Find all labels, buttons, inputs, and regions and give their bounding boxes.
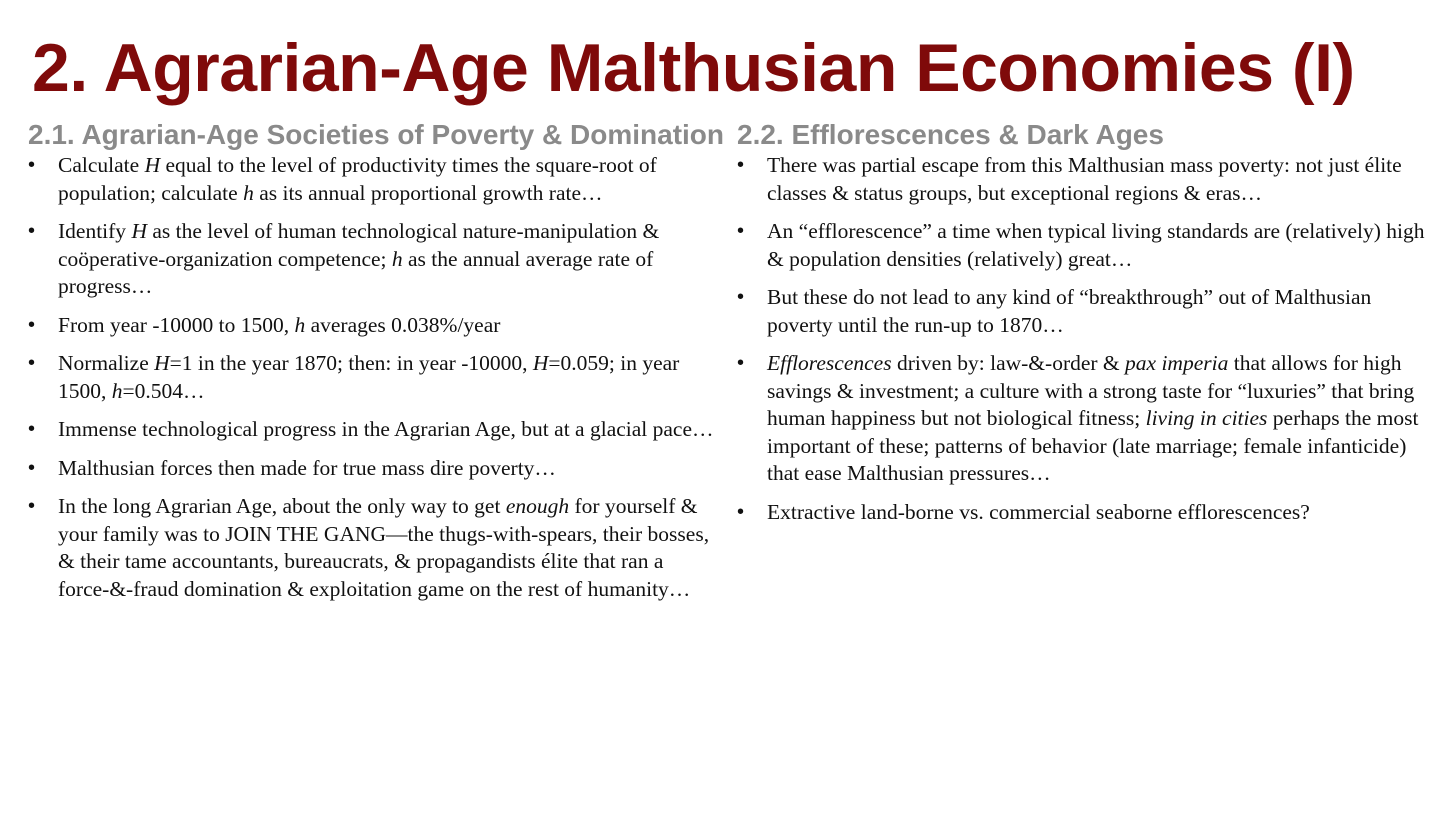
bullet-text: averages 0.038%/year xyxy=(305,312,501,337)
left-section-heading: 2.1. Agrarian-Age Societies of Poverty & Domination xyxy=(28,119,725,150)
bullet-text: Malthusian forces then made for true mass dire poverty… xyxy=(58,455,556,480)
italic-text: h xyxy=(111,378,123,403)
bullet-item xyxy=(28,152,718,207)
bullet-item xyxy=(28,218,718,301)
bullet-text: In the long Agrarian Age, about the only way to get xyxy=(58,494,506,518)
bullet-item xyxy=(28,493,718,603)
bullet-item xyxy=(28,350,718,405)
bullet-text: Immense technological progress in the Agrarian Age, but at a glacial pace… xyxy=(58,417,714,441)
bullet-text: =0.504… xyxy=(122,378,205,403)
bullet-text: that allows for high savings & investment; a culture with a strong taste for “luxuries” that bring human happiness but not biological fitness; xyxy=(767,351,1415,430)
bullet-text: Normalize xyxy=(58,351,155,375)
italic-text: H xyxy=(144,153,161,177)
italic-text: enough xyxy=(505,494,570,518)
italic-text: living in cities xyxy=(1145,406,1268,430)
bullet-item xyxy=(737,499,1427,527)
bullet-text: driven by: law-&-order & xyxy=(891,351,1126,375)
bullet-text: =0.059; in year 1500, xyxy=(58,351,680,403)
italic-text: h xyxy=(391,246,403,271)
italic-text: H xyxy=(532,351,549,375)
bullet-text: But these do not lead to any kind of “breakthrough” out of Malthusian poverty until the run-up to 1870… xyxy=(767,285,1372,337)
bullet-text: as its annual proportional growth rate… xyxy=(253,180,603,205)
bullet-text: Calculate xyxy=(58,153,145,177)
italic-text: h xyxy=(243,180,254,205)
bullet-item xyxy=(28,416,718,444)
bullet-item xyxy=(737,350,1427,488)
bullet-text: for yourself & your family was to JOIN THE GANG—the thugs-with-spears, their bosses, & their tame accountants, bureaucrats, & propagandists élite that ran a force-&-fraud domination & exploitation game on the rest of humanity… xyxy=(58,494,710,601)
bullet-text: Extractive land-borne vs. commercial seaborne efflorescences? xyxy=(767,499,1310,524)
bullet-item xyxy=(28,312,718,340)
left-column xyxy=(28,118,728,614)
italic-text: pax imperia xyxy=(1125,351,1229,375)
bullet-text: as the annual average rate of progress… xyxy=(58,246,654,298)
bullet-text: From year -10000 to 1500, xyxy=(58,312,295,337)
left-bullet-list xyxy=(28,152,728,603)
bullet-text: as the level of human technological nature-manipulation & coöperative-organization competence; xyxy=(58,219,660,271)
bullet-text: =1 in the year 1870; then: in year -10000, xyxy=(169,351,533,375)
bullet-text: Identify xyxy=(58,219,132,243)
italic-text: Efflorescences xyxy=(767,351,892,375)
bullet-text: An “efflorescence” a time when typical living standards are (relatively) high & population densities (relatively) great… xyxy=(767,219,1425,271)
italic-text: h xyxy=(294,312,306,337)
slide-title: 2. Agrarian-Age Malthusian Economies (I) xyxy=(32,30,1355,106)
bullet-item xyxy=(737,284,1427,339)
bullet-item xyxy=(737,152,1427,207)
bullet-item xyxy=(28,455,718,483)
bullet-text: There was partial escape from this Malthusian mass poverty: not just élite classes & status groups, but exceptional regions & eras… xyxy=(767,153,1402,205)
right-section-heading: 2.2. Efflorescences & Dark Ages xyxy=(737,119,1164,150)
italic-text: H xyxy=(131,219,147,243)
italic-text: H xyxy=(154,351,170,375)
right-column xyxy=(737,118,1437,537)
right-bullet-list xyxy=(737,152,1437,526)
bullet-text: perhaps the most important of these; patterns of behavior (late marriage; female infanticide) that ease Malthusian pressures… xyxy=(767,406,1419,485)
bullet-text: equal to the level of productivity times the square-root of population; calculate xyxy=(58,153,657,205)
bullet-item xyxy=(737,218,1427,273)
